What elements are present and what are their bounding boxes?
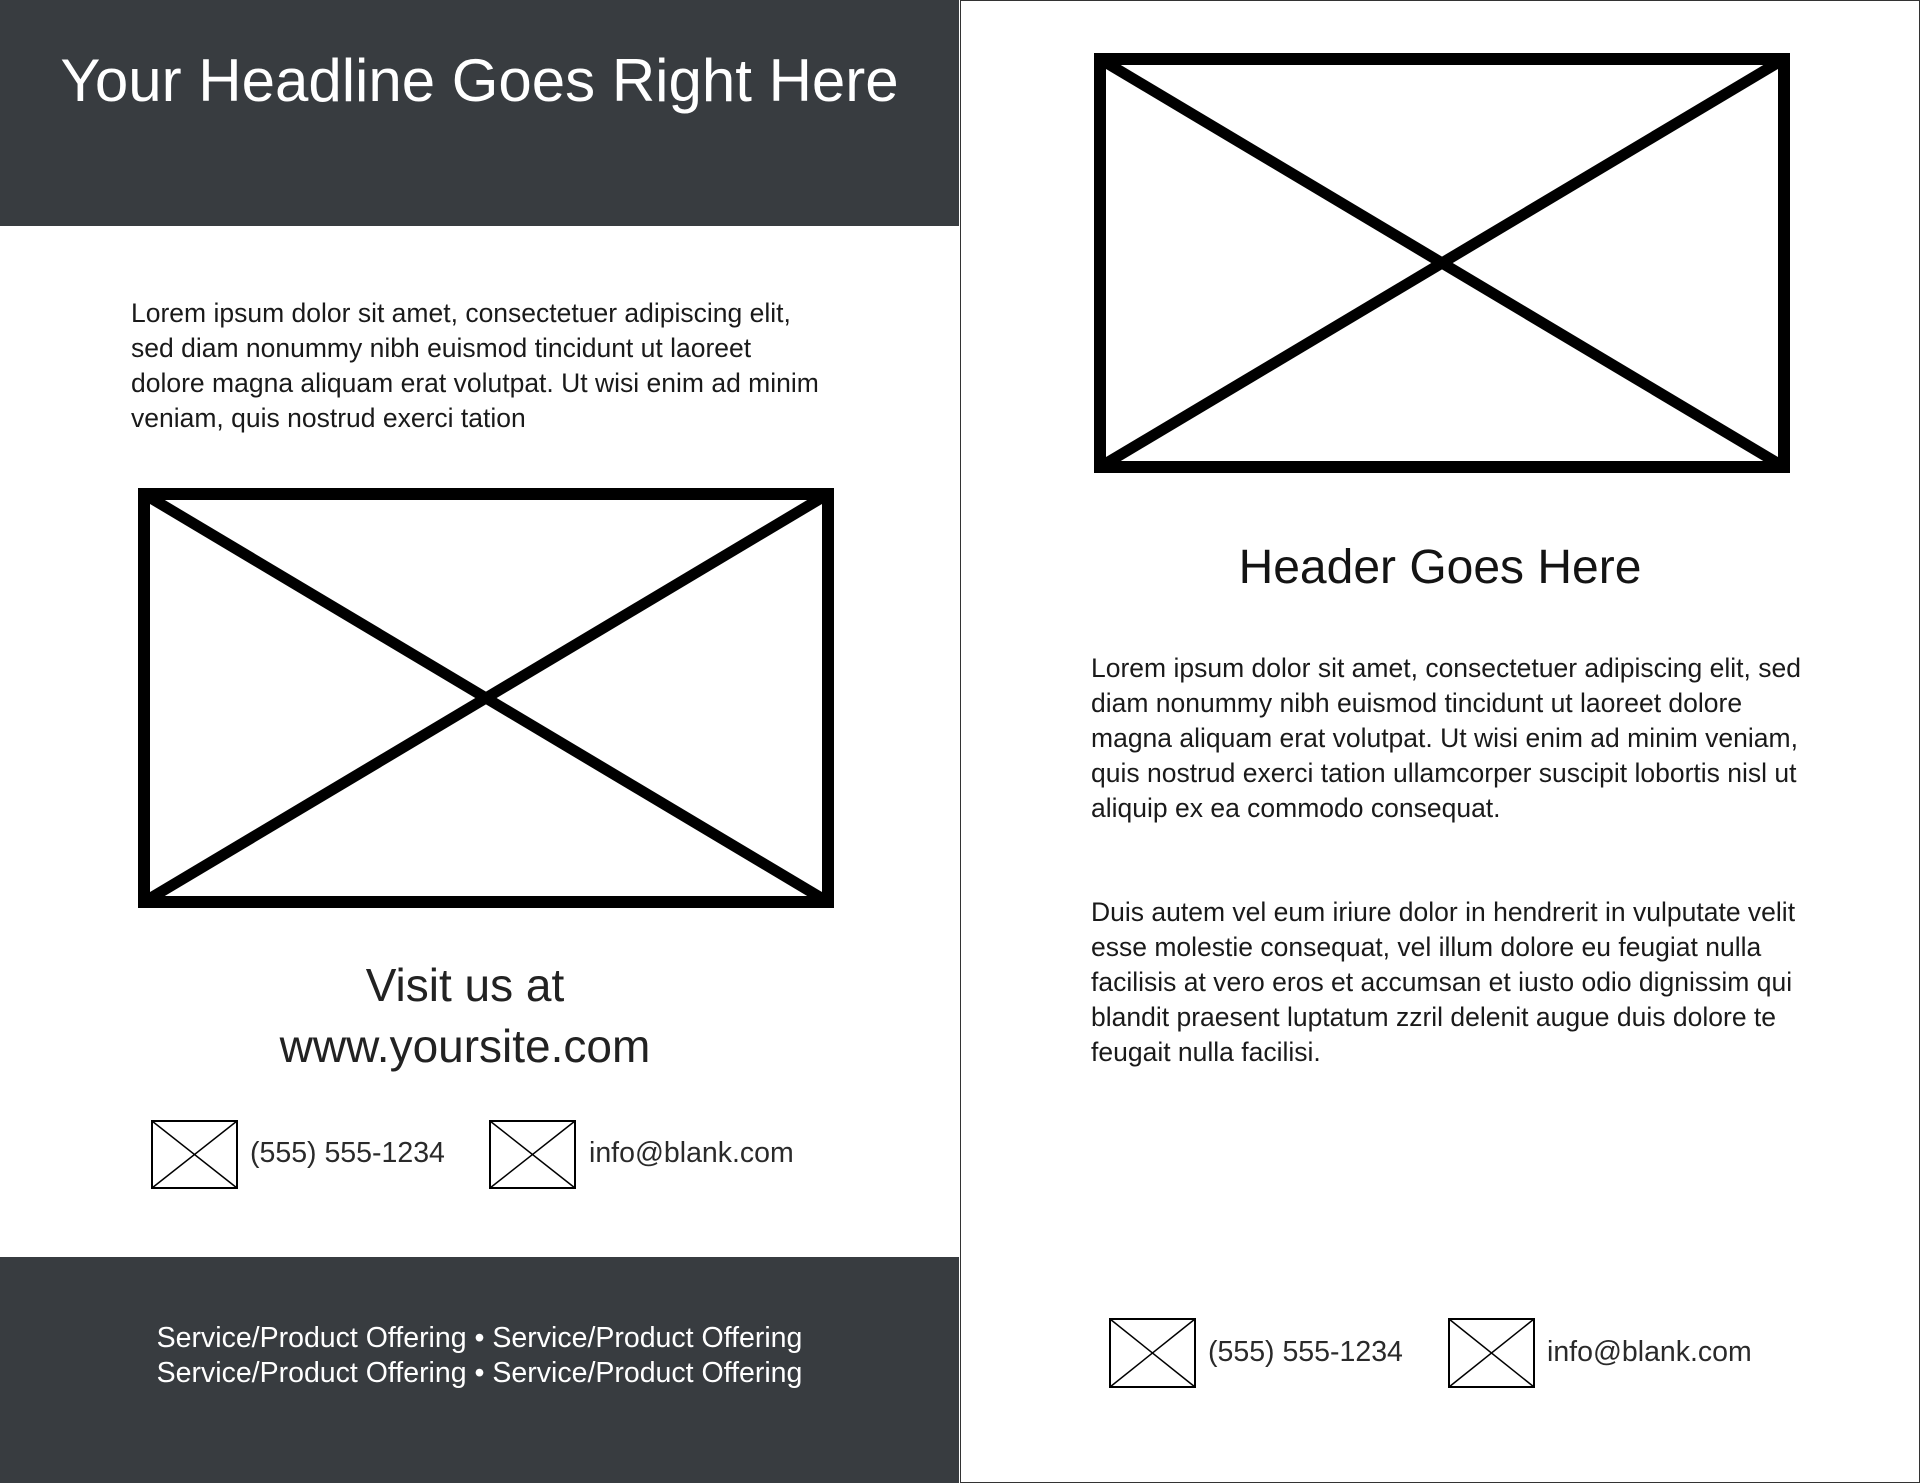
offerings-list — [0, 1321, 959, 1391]
headline-band — [0, 0, 959, 226]
headline: Your Headline Goes Right Here — [60, 47, 899, 114]
visit-line-1: Visit us at — [365, 959, 565, 1011]
offering-line: Service/Product Offering • Service/Product Offering — [156, 1322, 803, 1354]
body-paragraph-1: Lorem ipsum dolor sit amet, consectetuer adipiscing elit, sed diam nonummy nibh euismod tincidunt ut laoreet dolore magna aliquam erat volutpat. Ut wisi enim ad minim veniam, quis nostrud exerci tation ullamcorper suscipit lobortis nisl ut aliquip ex ea commodo consequat. — [1091, 653, 1801, 823]
body-paragraph-2: Duis autem vel eum iriure dolor in hendrerit in vulputate velit esse molestie consequat, vel illum dolore eu feugiat nulla facilisis at vero eros et accumsan et iusto odio dignissim qui blandit praesent luptatum zzril delenit augue duis dolore te feugait nulla facilisi. — [1091, 897, 1796, 1067]
email-placeholder-icon — [1448, 1318, 1535, 1388]
section-header: Header Goes Here — [1238, 541, 1642, 594]
image-placeholder-icon — [138, 488, 834, 908]
left-page — [0, 0, 959, 1483]
image-placeholder-icon — [1094, 53, 1790, 473]
offering-line: Service/Product Offering • Service/Product Offering — [156, 1357, 803, 1389]
phone-placeholder-icon — [151, 1120, 238, 1189]
website-url[interactable]: www.yoursite.com — [279, 1020, 651, 1072]
email-address[interactable]: info@blank.com — [589, 1137, 794, 1169]
right-page — [960, 0, 1920, 1483]
intro-paragraph: Lorem ipsum dolor sit amet, consectetuer adipiscing elit, sed diam nonummy nibh euismod tincidunt ut laoreet dolore magna aliquam erat volutpat. Ut wisi enim ad minim veniam, quis nostrud exerci tation — [131, 298, 819, 433]
email-placeholder-icon — [489, 1120, 576, 1189]
phone-number[interactable]: (555) 555-1234 — [250, 1137, 445, 1169]
offerings-band — [0, 1257, 959, 1483]
visit-website-text — [0, 955, 930, 1077]
email-address[interactable]: info@blank.com — [1547, 1336, 1752, 1368]
phone-number[interactable]: (555) 555-1234 — [1208, 1336, 1403, 1368]
phone-placeholder-icon — [1109, 1318, 1196, 1388]
